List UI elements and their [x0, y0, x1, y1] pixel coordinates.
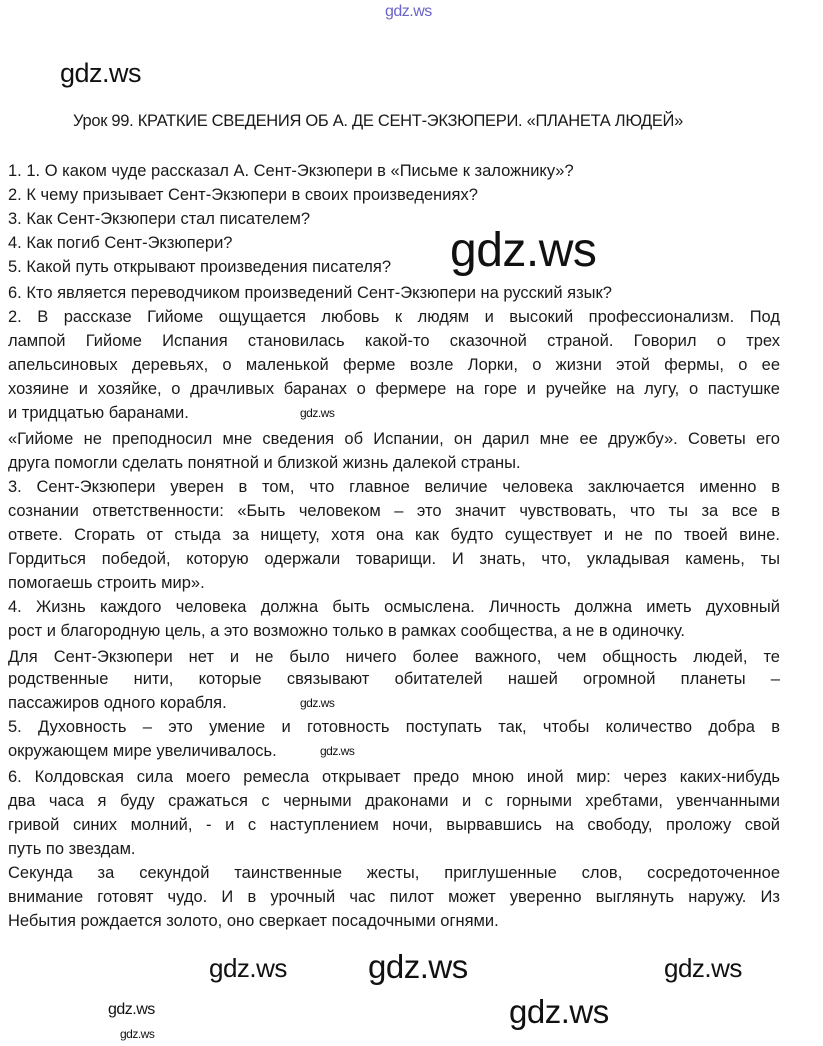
text-line: 5. Какой путь открывают произведения писателя? — [8, 258, 392, 276]
text-line: 2. В рассказе Гийоме ощущается любовь к людям и высокий профессионализм. Под — [8, 308, 780, 326]
watermark: gdz.ws — [300, 406, 335, 420]
watermark: gdz.ws — [60, 58, 142, 88]
text-line: «Гийоме не преподносил мне сведения об Испании, он дарил мне ее дружбу». Советы его — [8, 430, 780, 448]
watermark: gdz.ws — [450, 224, 597, 277]
text-line: 1. 1. О каком чуде рассказал А. Сент-Экзюпери в «Письме к заложнику»? — [8, 162, 574, 180]
text-line: гривой синих молний, - и с наступлением ночи, вырвавшись на свободу, проложу свой — [8, 816, 780, 834]
text-line: 5. Духовность – это умение и готовность поступать так, чтобы количество добра в — [8, 718, 780, 736]
text-line: 4. Как погиб Сент-Экзюпери? — [8, 234, 233, 252]
text-line: 4. Жизнь каждого человека должна быть осмыслена. Личность должна иметь духовный — [8, 598, 780, 616]
text-line: 2. К чему призывает Сент-Экзюпери в своих произведениях? — [8, 186, 478, 204]
watermark: gdz.ws — [209, 953, 287, 983]
text-line: друга помогли сделать понятной и близкой жизнь далекой страны. — [8, 454, 521, 472]
watermark: gdz.ws — [385, 3, 432, 20]
text-line: 3. Сент-Экзюпери уверен в том, что главное величие человека заключается именно в — [8, 478, 780, 496]
text-line: апельсиновых деревьях, о маленькой ферме возле Лорки, о жизни этой фермы, о ее — [8, 356, 780, 374]
text-line: два часа я буду сражаться с черными драконами и с горными хребтами, увенчанными — [8, 792, 780, 810]
text-line: лампой Гийоме Испания становилась какой-то сказочной страной. Говорил о трех — [8, 332, 780, 350]
text-line: Гордиться победой, которую одержали товарищи. И знать, что, укладывая камень, ты — [8, 550, 780, 568]
watermark: gdz.ws — [300, 696, 335, 710]
watermark: gdz.ws — [120, 1027, 155, 1041]
text-line: Небытия рождается золото, оно сверкает посадочными огнями. — [8, 912, 499, 930]
lesson-title: Урок 99. КРАТКИЕ СВЕДЕНИЯ ОБ А. ДЕ СЕНТ-ЭКЗЮПЕРИ. «ПЛАНЕТА ЛЮДЕЙ» — [73, 112, 683, 130]
watermark: gdz.ws — [108, 1001, 155, 1018]
text-line: 6. Колдовская сила моего ремесла открывает предо мною иной мир: через каких-нибудь — [8, 768, 780, 786]
text-line: хозяине и хозяйке, о драчливых баранах о фермере на горе и ручейке на лугу, о пастушке — [8, 380, 780, 398]
watermark: gdz.ws — [509, 993, 609, 1030]
watermark: gdz.ws — [368, 948, 468, 985]
watermark: gdz.ws — [664, 953, 742, 983]
text-line: помогаешь строить мир». — [8, 574, 205, 592]
text-line: путь по звездам. — [8, 840, 136, 858]
text-line: сознании ответственности: «Быть человеком – это значит чувствовать, что ты за все в — [8, 502, 780, 520]
text-line: внимание готовят чудо. И в урочный час пилот может уверенно выглянуть наружу. Из — [8, 888, 780, 906]
text-line: окружающем мире увеличивалось. — [8, 742, 277, 760]
watermark: gdz.ws — [320, 744, 355, 758]
text-line: родственные нити, которые связывают обитателей нашей огромной планеты – — [8, 670, 780, 688]
text-line: рост и благородную цель, а это возможно только в рамках сообщества, а не в одиночку. — [8, 622, 685, 640]
text-line: ответе. Сгорать от стыда за нищету, хотя она как будто существует и не по твоей вине. — [8, 526, 780, 544]
text-line: Для Сент-Экзюпери нет и не было ничего более важного, чем общность людей, те — [8, 648, 780, 666]
text-line: и тридцатью баранами. — [8, 404, 189, 422]
text-line: пассажиров одного корабля. — [8, 694, 227, 712]
text-line: Секунда за секундой таинственные жесты, приглушенные слов, сосредоточенное — [8, 864, 780, 882]
text-line: 3. Как Сент-Экзюпери стал писателем? — [8, 210, 311, 228]
text-line: 6. Кто является переводчиком произведений Сент-Экзюпери на русский язык? — [8, 284, 612, 302]
